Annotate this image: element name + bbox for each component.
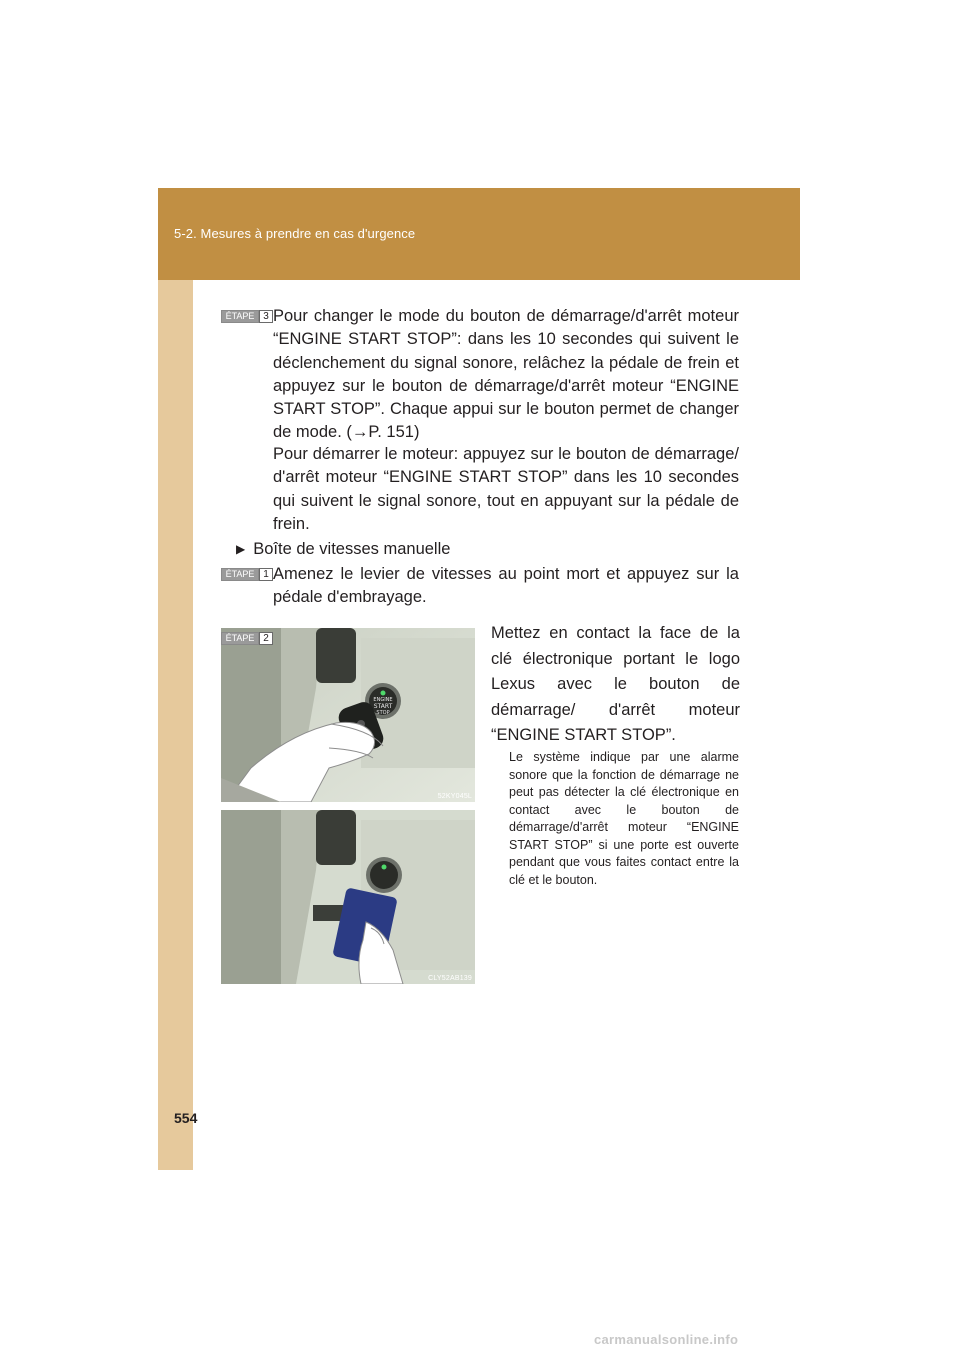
step-label: ÉTAPE — [221, 632, 259, 645]
step3-paragraph-1: Pour changer le mode du bouton de démarrage/d'arrêt moteur “ENGINE START STOP”: dans les 10 secondes qui suivent le déclenchement du signal sonore, relâchez la pédale de frein et appuyez sur le bouton de démarrage/d'arrêt moteur “ENGINE START STOP”. Chaque appui sur le bouton permet de changer de mode. (→P. 151) — [273, 307, 739, 442]
illustration-key-touch — [221, 628, 475, 802]
card-key-drawing — [221, 810, 475, 984]
step-badge-3 — [221, 310, 273, 323]
key-touch-drawing — [221, 628, 475, 802]
side-strip — [158, 188, 193, 1170]
step2-note: Le système indique par une alarme sonore que la fonction de démarrage ne peut pas détecter la clé électronique en contact avec le bouton de démarrage/d'arrêt moteur “ENGINE START STOP” si une porte est ouverte pendant que vous faites contact entre la clé et le bouton. — [509, 750, 739, 887]
step1-paragraph: Amenez le levier de vitesses au point mort et appuyez sur la pédale d'embrayage. — [273, 565, 739, 607]
step-number: 3 — [259, 310, 273, 323]
step2-paragraph: Mettez en contact la face de la clé électronique portant le logo Lexus avec le bouton de démarrage/ d'arrêt moteur “ENGINE START STOP”. — [491, 624, 740, 744]
button-text-engine: ENGINE — [373, 697, 393, 703]
page-number: 554 — [174, 1110, 198, 1126]
step-number: 2 — [259, 632, 273, 645]
manual-heading-text: Boîte de vitesses manuelle — [253, 540, 451, 558]
step-badge-1 — [221, 568, 273, 581]
step3-paragraph-2: Pour démarrer le moteur: appuyez sur le bouton de démarrage/ d'arrêt moteur “ENGINE START STOP” dans les 10 secondes qui suivent le signal sonore, tout en appuyant sur la pédale de frein. — [273, 445, 739, 533]
watermark: carmanualsonline.info — [594, 1332, 739, 1347]
step-number: 1 — [259, 568, 273, 581]
image-code: 52KY045L — [437, 793, 472, 800]
section-title: 5-2. Mesures à prendre en cas d'urgence — [174, 226, 416, 241]
step-label: ÉTAPE — [221, 310, 259, 323]
step-label: ÉTAPE — [221, 568, 259, 581]
image-code: CLY52AB139 — [428, 975, 472, 982]
manual-transmission-heading — [236, 538, 450, 561]
button-text-start: START — [373, 703, 393, 710]
illustration-card-key-touch — [221, 810, 475, 984]
step-badge-2 — [221, 632, 273, 645]
button-text-stop: STOP — [376, 710, 390, 716]
triangle-bullet-icon: ▶ — [236, 542, 246, 556]
